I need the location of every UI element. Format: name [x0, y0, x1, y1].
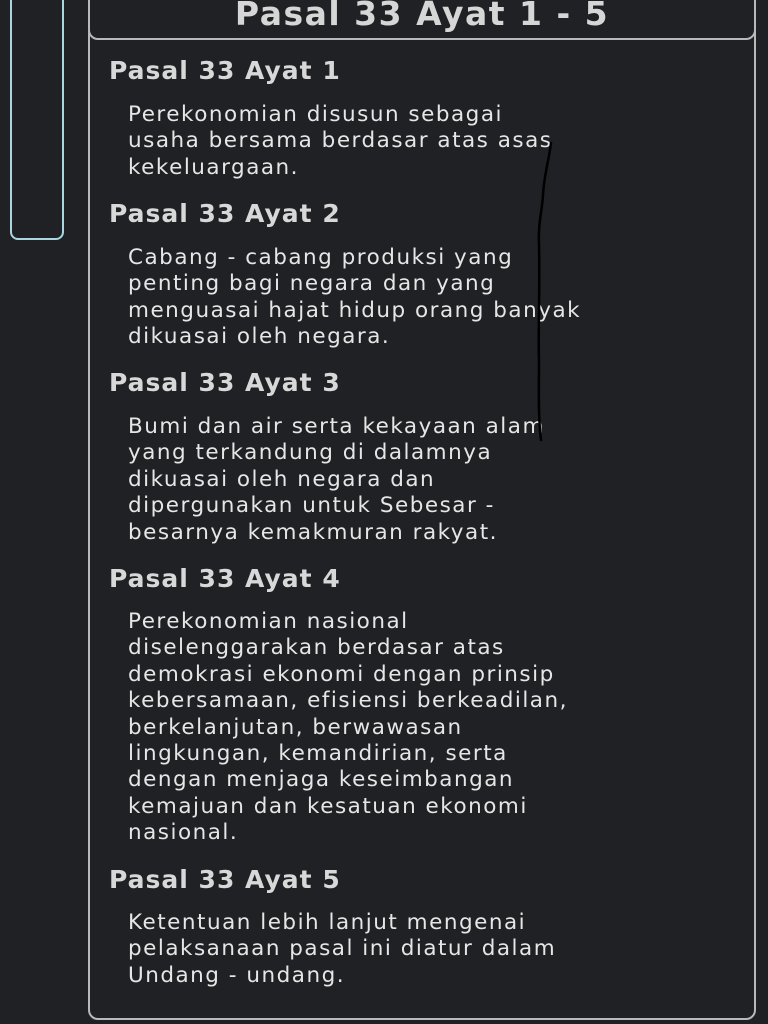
article-heading-1: Pasal 33 Ayat 1 — [109, 56, 341, 85]
article-text-2: Cabang - cabang produksi yang penting bagi negara dan yang menguasai hajat hidup orang banyak dikuasai oleh negara. — [128, 245, 582, 350]
article-heading-3: Pasal 33 Ayat 3 — [109, 368, 341, 397]
side-tab[interactable] — [10, 0, 64, 240]
article-heading-2: Pasal 33 Ayat 2 — [109, 199, 341, 228]
article-heading-4: Pasal 33 Ayat 4 — [109, 564, 341, 593]
article-text-3: Bumi dan air serta kekayaan alam yang terkandung di dalamnya dikuasai oleh negara dan dipergunakan untuk Sebesar - besarnya kemakmuran rakyat. — [128, 414, 545, 545]
page-title: Pasal 33 Ayat 1 - 5 — [234, 0, 610, 33]
article-heading-5: Pasal 33 Ayat 5 — [109, 865, 341, 894]
article-text-1: Perekonomian disusun sebagai usaha bersama berdasar atas asas kekeluargaan. — [128, 102, 553, 180]
article-text-5: Ketentuan lebih lanjut mengenai pelaksanaan pasal ini diatur dalam Undang - undang. — [128, 910, 557, 988]
article-text-4: Perekonomian nasional diselenggarakan berdasar atas demokrasi ekonomi dengan prinsip kebersamaan, efisiensi berkeadilan, berkelanjutan, berwawasan lingkungan, kemandirian, serta dengan menjaga keseimbangan kemajuan dan kesatuan ekonomi nasional. — [128, 609, 568, 846]
